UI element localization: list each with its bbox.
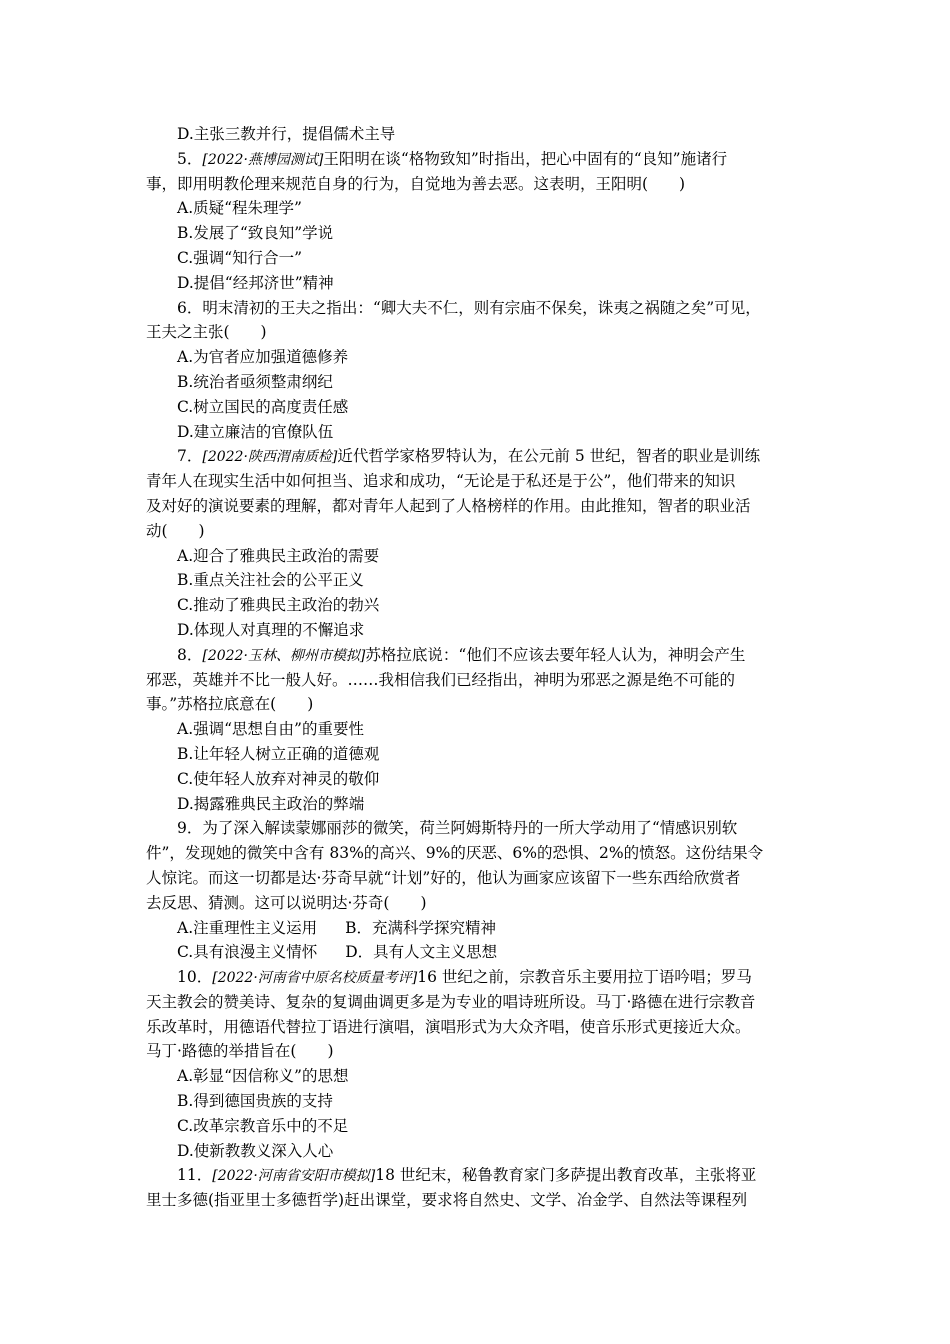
question-list (146, 122, 810, 1213)
question-stem-line (146, 891, 810, 916)
option-row (146, 940, 810, 965)
question-stem-line (146, 990, 810, 1015)
stem-text: 人惊诧。而这一切都是达·芬奇早就“计划”好的，他认为画家应该留下一些东西给欣赏者 (146, 868, 741, 887)
option-b[interactable]: B．充满科学探究精神 (345, 918, 497, 937)
stem-text: 近代哲学家格罗特认为，在公元前 5 世纪，智者的职业是训练 (337, 447, 761, 466)
question-stem-line (146, 841, 810, 866)
question-source: [2022·河南省中原名校质量考评] (212, 970, 418, 987)
question-stem-line (146, 668, 810, 693)
option-c[interactable]: C.推动了雅典民主政治的勃兴 (177, 596, 380, 615)
question-stem-first-line (146, 147, 810, 172)
question-8 (146, 643, 810, 817)
question-stem-first-line (146, 444, 810, 469)
option-d[interactable]: D.建立廉洁的官僚队伍 (177, 422, 334, 441)
question-6 (146, 296, 810, 445)
question-number: 6． (177, 298, 203, 317)
question-5 (146, 147, 810, 296)
option-a[interactable]: A.质疑“程朱理学” (177, 199, 302, 218)
stem-text: 为了深入解读蒙娜丽莎的微笑，荷兰阿姆斯特丹的一所大学动用了“情感识别软 (202, 819, 738, 838)
question-number: 8． (177, 645, 203, 664)
stem-text: 18 世纪末，秘鲁教育家门多萨提出教育改革，主张将亚 (375, 1166, 757, 1185)
option-b[interactable]: B.统治者亟须整肃纲纪 (177, 372, 333, 391)
question-stem-line (146, 692, 810, 717)
question-stem-first-line (146, 1163, 810, 1188)
stem-text: 里士多德(指亚里士多德哲学)赶出课堂，要求将自然史、文学、冶金学、自然法等课程列 (146, 1191, 748, 1210)
question-stem-line (146, 1188, 810, 1213)
question-9 (146, 816, 810, 965)
option-b[interactable]: B.重点关注社会的公平正义 (177, 571, 364, 590)
question-stem-line (146, 172, 810, 197)
stem-text: 及对好的演说要素的理解，都对青年人起到了人格榜样的作用。由此推知，智者的职业活 (146, 496, 751, 515)
question-stem-line (146, 1039, 810, 1064)
option-c[interactable]: C.改革宗教音乐中的不足 (177, 1116, 349, 1135)
question-number: 11． (177, 1166, 213, 1185)
option-c[interactable]: C.强调“知行合一” (177, 248, 303, 267)
question-number: 9． (177, 819, 203, 838)
option-row (146, 916, 810, 941)
stem-text: 去反思、猜测。这可以说明达·芬奇( ) (146, 893, 427, 912)
stem-text: 16 世纪之前，宗教音乐主要用拉丁语吟唱；罗马 (417, 968, 752, 987)
option-c[interactable]: C.树立国民的高度责任感 (177, 397, 349, 416)
stem-text: 青年人在现实生活中如何担当、追求和成功，“无论是于私还是于公”，他们带来的知识 (146, 472, 736, 491)
option-d[interactable]: D.揭露雅典民主政治的弊端 (177, 794, 365, 813)
stem-text: 苏格拉底说：“他们不应该去要年轻人认为，神明会产生 (365, 645, 746, 664)
option-d[interactable]: D.体现人对真理的不懈追求 (177, 620, 365, 639)
stem-text: 邪恶，英雄并不比一般人好。……我相信我们已经指出，神明为邪恶之源是绝不可能的 (146, 670, 736, 689)
stem-text: 事，即用明教伦理来规范自身的行为，自觉地为善去恶。这表明，王阳明( ) (146, 174, 686, 193)
question-11 (146, 1163, 810, 1213)
question-stem-first-line (146, 643, 810, 668)
question-stem-first-line (146, 816, 810, 841)
stem-text: 明末清初的王夫之指出：“卿大夫不仁，则有宗庙不保矣，诛夷之祸随之矣”可见， (202, 298, 761, 317)
question-number: 5． (177, 149, 203, 168)
option-b[interactable]: B.让年轻人树立正确的道德观 (177, 744, 380, 763)
question-stem-first-line (146, 965, 810, 990)
option-d[interactable]: D.使新教教义深入人心 (177, 1141, 334, 1160)
option-d[interactable]: D.提倡“经邦济世”精神 (177, 273, 334, 292)
question-stem-first-line (146, 296, 810, 321)
question-stem-line (146, 866, 810, 891)
question-stem-line (146, 1015, 810, 1040)
prev-option-d: D.主张三教并行，提倡儒术主导 (177, 125, 396, 143)
question-10 (146, 965, 810, 1163)
stem-text: 王夫之主张( ) (146, 323, 267, 342)
option-b[interactable]: B.发展了“致良知”学说 (177, 224, 334, 243)
option-a[interactable]: A.为官者应加强道德修养 (177, 348, 349, 367)
question-source: [2022·玉林、柳州市模拟] (202, 647, 366, 664)
question-stem-line (146, 519, 810, 544)
stem-text: 乐改革时，用德语代替拉丁语进行演唱，演唱形式为大众齐唱，使音乐形式更接近大众。 (146, 1017, 751, 1036)
stem-text: 动( ) (146, 521, 205, 540)
question-source: [2022·陕西渭南质检] (202, 449, 338, 466)
option-a[interactable]: A.强调“思想自由”的重要性 (177, 720, 364, 739)
question-source: [2022·河南省安阳市模拟] (212, 1168, 376, 1185)
option-a[interactable]: A.彰显“因信称义”的思想 (177, 1067, 349, 1086)
stem-text: 王阳明在谈“格物致知”时指出，把心中固有的“良知”施诸行 (323, 149, 728, 168)
question-number: 7． (177, 447, 203, 466)
option-a[interactable]: A.迎合了雅典民主政治的需要 (177, 546, 380, 565)
question-stem-line (146, 494, 810, 519)
stem-text: 件”，发现她的微笑中含有 83%的高兴、9%的厌恶、6%的恐惧、2%的愤怒。这份结果令 (146, 844, 764, 863)
stem-text: 马丁·路德的举措旨在( ) (146, 1042, 334, 1061)
stem-text: 事。”苏格拉底意在( ) (146, 695, 314, 714)
option-a[interactable]: A.注重理性主义运用 (177, 918, 318, 937)
option-c[interactable]: C.使年轻人放弃对神灵的敬仰 (177, 769, 380, 788)
question-source: [2022·燕博园测试] (202, 151, 324, 168)
question-stem-line (146, 320, 810, 345)
question-number: 10． (177, 968, 213, 987)
question-7 (146, 444, 810, 642)
option-b[interactable]: B.得到德国贵族的支持 (177, 1092, 333, 1111)
option-d[interactable]: D．具有人文主义思想 (345, 943, 498, 962)
option-c[interactable]: C.具有浪漫主义情怀 (177, 943, 318, 962)
question-stem-line (146, 469, 810, 494)
stem-text: 天主教会的赞美诗、复杂的复调曲调更多是为专业的唱诗班所设。马丁·路德在进行宗教音 (146, 992, 756, 1011)
